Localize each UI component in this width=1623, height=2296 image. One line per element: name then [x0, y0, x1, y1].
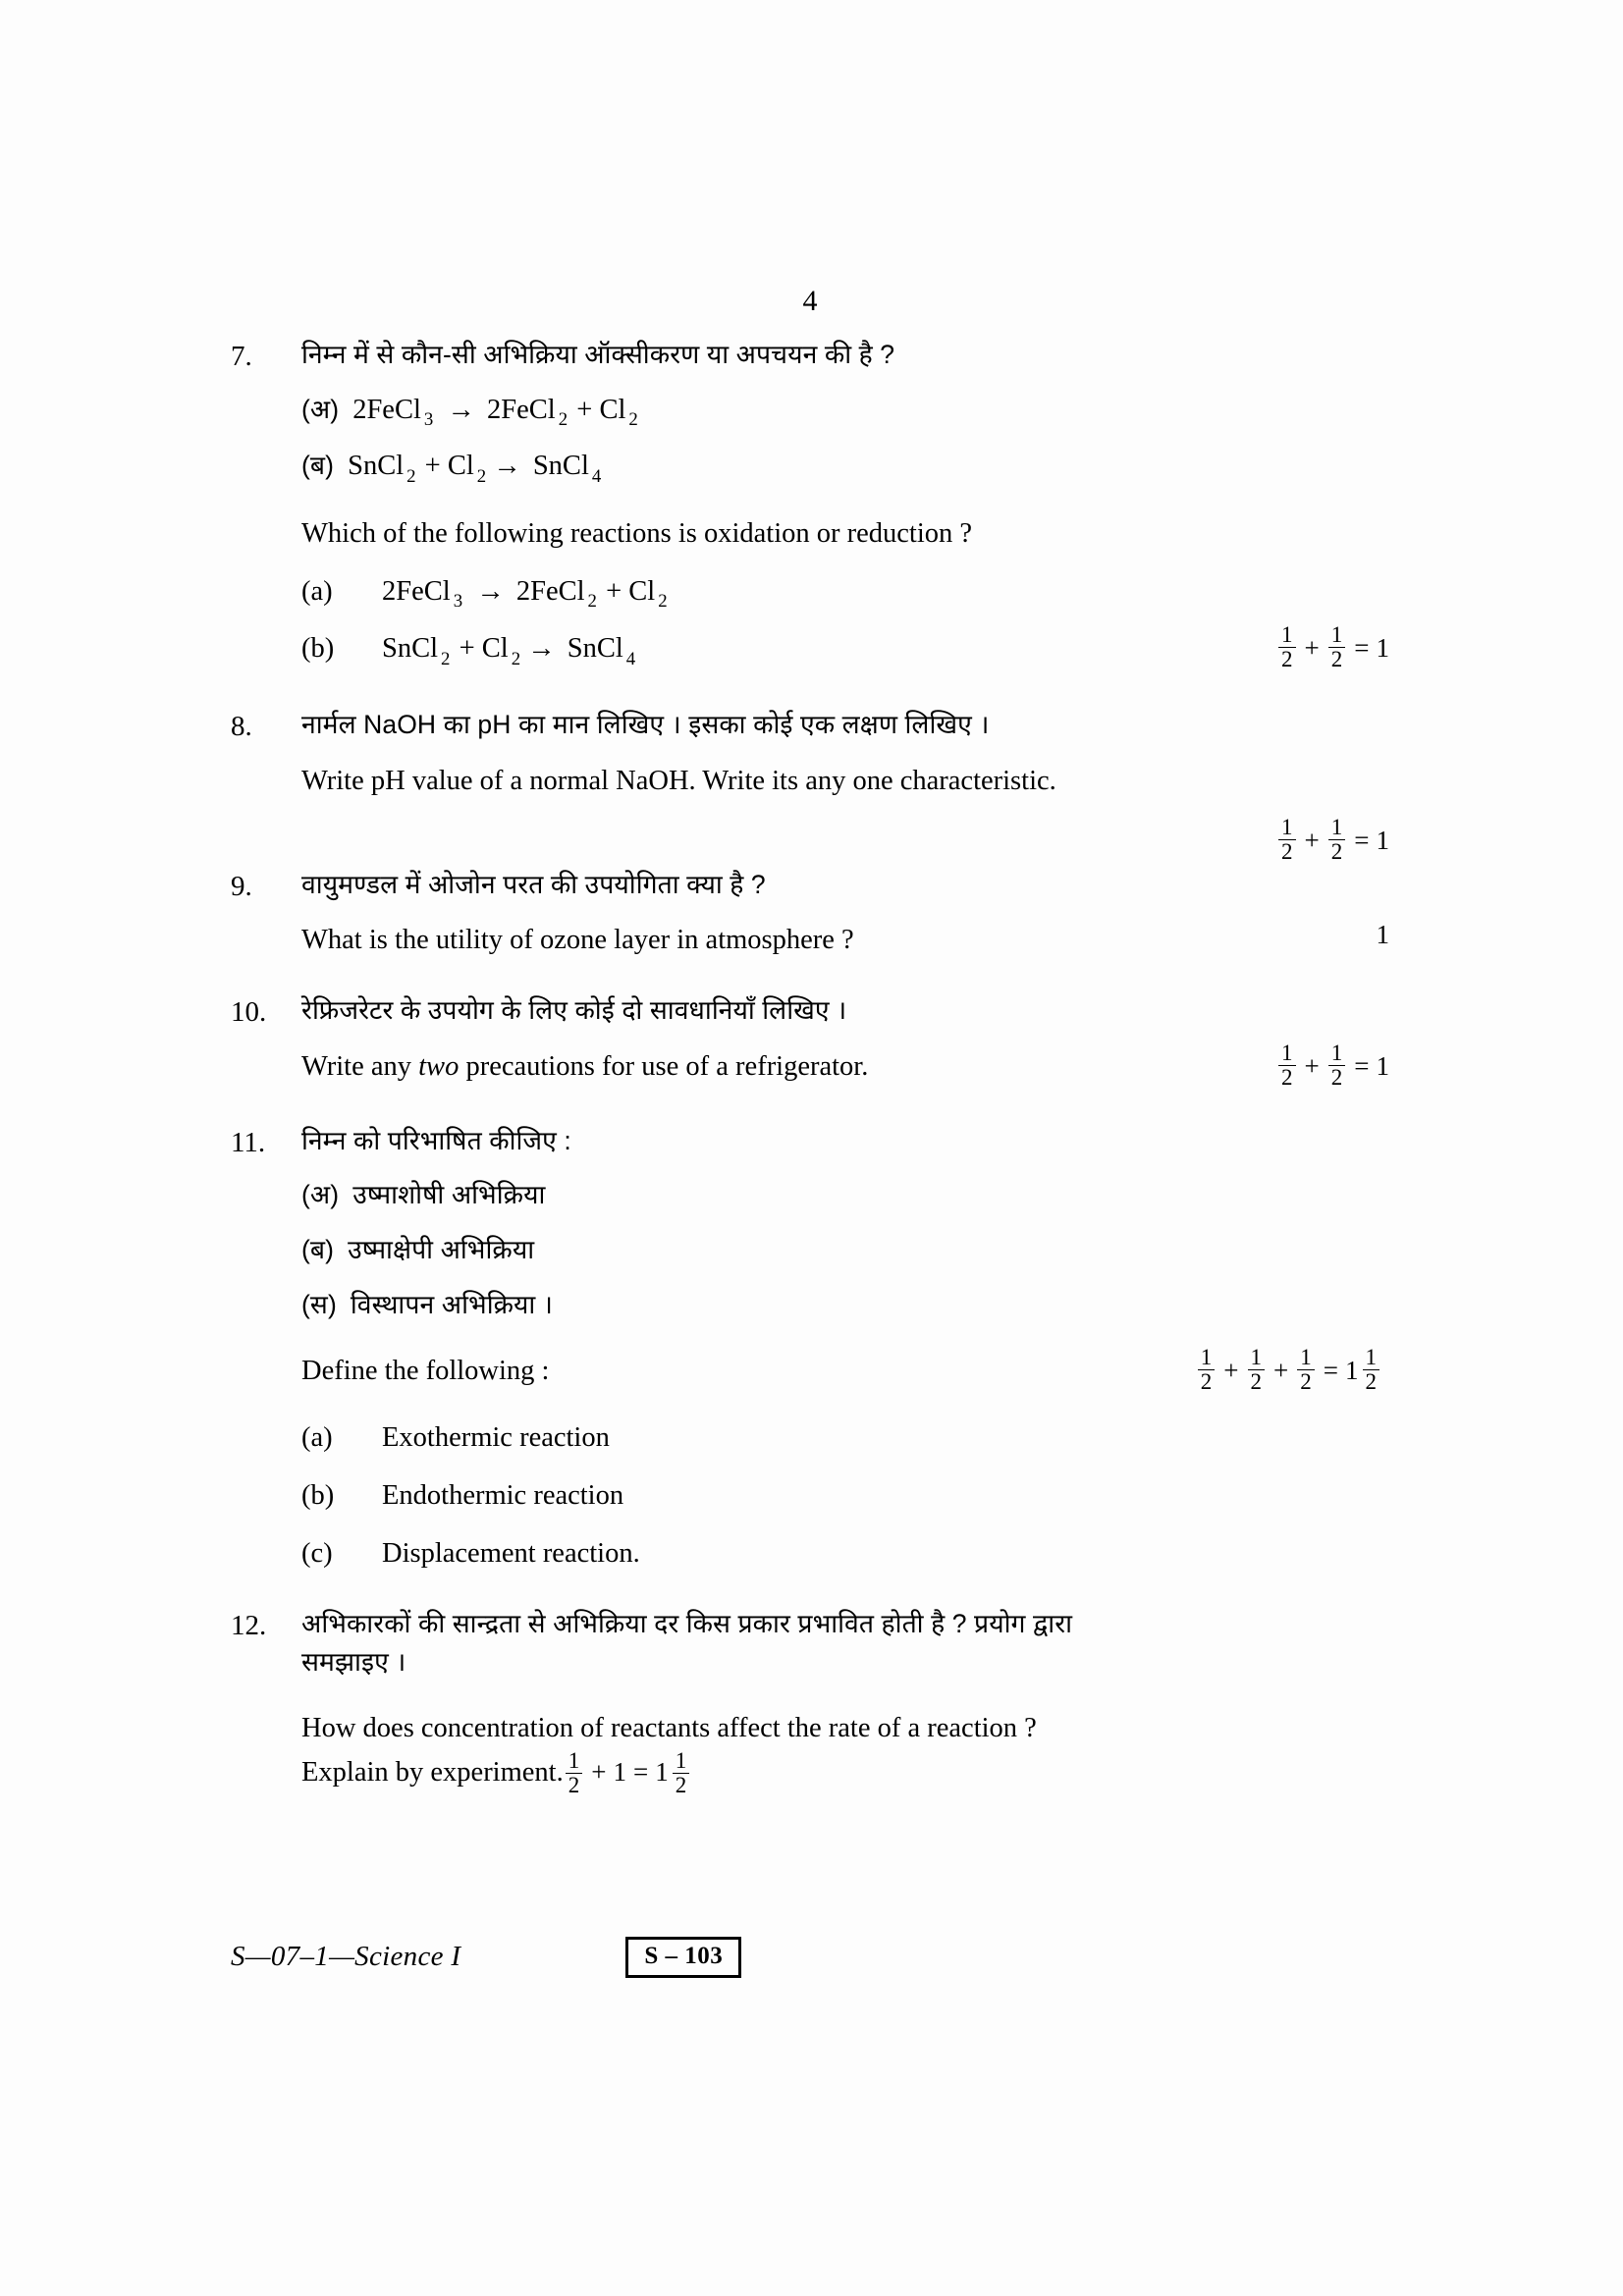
option-label: (अ) [301, 1180, 340, 1210]
question-10 [231, 991, 1389, 1089]
marks-value: $\frac{1}{2}$ + $\frac{1}{2}$ + $\frac{1}{2}$ = 1 $\frac{1}{2}$ [1196, 1347, 1381, 1395]
question-english-prompt-line2-wrap [301, 1747, 1389, 1798]
option-label: (b) [301, 633, 335, 665]
option-row [301, 1533, 1389, 1575]
question-english-prompt: Which of the following reactions is oxidation or reduction ? [301, 517, 973, 549]
question-english-prompt: Define the following : [301, 1355, 550, 1386]
option-label: (ब) [301, 1235, 335, 1265]
english-prompt-pre: Write any [301, 1050, 419, 1082]
exam-code-box: S – 103 [625, 1937, 741, 1978]
option-row [301, 1176, 1389, 1215]
option-label: (ब) [301, 451, 335, 481]
option-label: (b) [301, 1480, 335, 1512]
marks-allocation [1276, 1042, 1389, 1091]
marks-value: 1 [1376, 920, 1389, 950]
question-12 [231, 1605, 1389, 1799]
question-number: 11. [231, 1126, 266, 1158]
option-text: Displacement reaction. [382, 1537, 640, 1569]
option-row [301, 1286, 1389, 1325]
option-row [301, 391, 1389, 432]
option-text: उष्माक्षेपी अभिक्रिया [348, 1235, 535, 1265]
option-text: Exothermic reaction [382, 1422, 610, 1454]
marks-value: $\frac{1}{2}$ + 1 = 1 $\frac{1}{2}$ [564, 1750, 691, 1798]
question-8 [231, 706, 1389, 864]
option-text: Endothermic reaction [382, 1480, 624, 1512]
english-prompt-emphasis: two [418, 1050, 460, 1082]
question-hindi-prompt: निम्न में से कौन-सी अभिक्रिया ऑक्सीकरण या अपचयन की है ? [301, 340, 895, 369]
option-row [301, 1417, 1389, 1460]
question-hindi-prompt: रेफ्रिजरेटर के उपयोग के लिए कोई दो सावधानियाँ लिखिए । [301, 995, 847, 1026]
marks-allocation [1276, 624, 1389, 672]
option-label: (c) [301, 1537, 333, 1569]
question-11 [231, 1122, 1389, 1575]
page-number: 4 [802, 285, 818, 317]
paper-code: S—07–1—Science I [231, 1941, 461, 1973]
option-text: विस्थापन अभिक्रिया । [350, 1289, 553, 1319]
option-formula: 2FeCl $_3$ → 2FeCl $_2$ + Cl $_2$ [382, 575, 668, 613]
option-label: (अ) [301, 394, 340, 424]
option-row [301, 571, 1389, 614]
question-9 [231, 866, 1389, 963]
marks-allocation [1377, 920, 1390, 950]
marks-allocation [1276, 814, 1389, 865]
option-row [301, 628, 1389, 670]
question-english-prompt-line2: Explain by experiment. [301, 1756, 564, 1788]
option-formula: 2FeCl $_3$ → 2FeCl $_2$ + Cl $_2$ [352, 394, 638, 431]
option-row [301, 1231, 1389, 1270]
page-content [231, 285, 1389, 1798]
option-label: (a) [301, 1422, 333, 1454]
page-footer [231, 1937, 1389, 1978]
question-hindi-prompt: निम्न को परिभाषित कीजिए : [301, 1125, 571, 1155]
question-number: 7. [231, 341, 252, 372]
question-english-prompt [301, 1046, 1389, 1089]
question-english-prompt-line1: How does concentration of reactants affect the rate of a reaction ? [301, 1713, 1037, 1744]
marks-value: $\frac{1}{2}$ + $\frac{1}{2}$ = 1 [1276, 817, 1389, 865]
english-prompt-post: precautions for use of a refrigerator. [459, 1050, 869, 1082]
option-formula: SnCl $_2$ + Cl $_2$ → SnCl $_4$ [348, 451, 602, 487]
question-number: 8. [231, 711, 252, 743]
question-number: 9. [231, 870, 252, 902]
question-hindi-prompt: नार्मल NaOH का pH का मान लिखिए । इसका कोई एक लक्षण लिखिए । [301, 710, 990, 740]
question-7 [231, 336, 1389, 670]
question-hindi-prompt-line2: समझाइए । [301, 1647, 406, 1678]
option-formula: SnCl $_2$ + Cl $_2$ → SnCl $_4$ [382, 633, 636, 669]
marks-value: $\frac{1}{2}$ + $\frac{1}{2}$ = 1 [1276, 624, 1389, 672]
question-number: 12. [231, 1609, 267, 1641]
marks-value: $\frac{1}{2}$ + $\frac{1}{2}$ = 1 [1276, 1042, 1389, 1091]
question-number: 10. [231, 996, 267, 1029]
option-label: (a) [301, 575, 333, 607]
option-row [301, 447, 1389, 488]
question-english-prompt: Write pH value of a normal NaOH. Write its any one characteristic. [301, 765, 1056, 796]
option-text: उष्माशोषी अभिक्रिया [352, 1180, 546, 1210]
option-label: (स) [301, 1289, 337, 1319]
question-english-prompt: What is the utility of ozone layer in atmosphere ? [301, 925, 854, 956]
option-row [301, 1475, 1389, 1518]
question-hindi-prompt: वायुमण्डल में ओजोन परत की उपयोगिता क्या है ? [301, 869, 766, 899]
marks-allocation [1196, 1344, 1381, 1395]
question-hindi-prompt-line1: अभिकारकों की सान्द्रता से अभिक्रिया दर किस प्रकार प्रभावित होती है ? प्रयोग द्वारा [301, 1608, 1073, 1638]
